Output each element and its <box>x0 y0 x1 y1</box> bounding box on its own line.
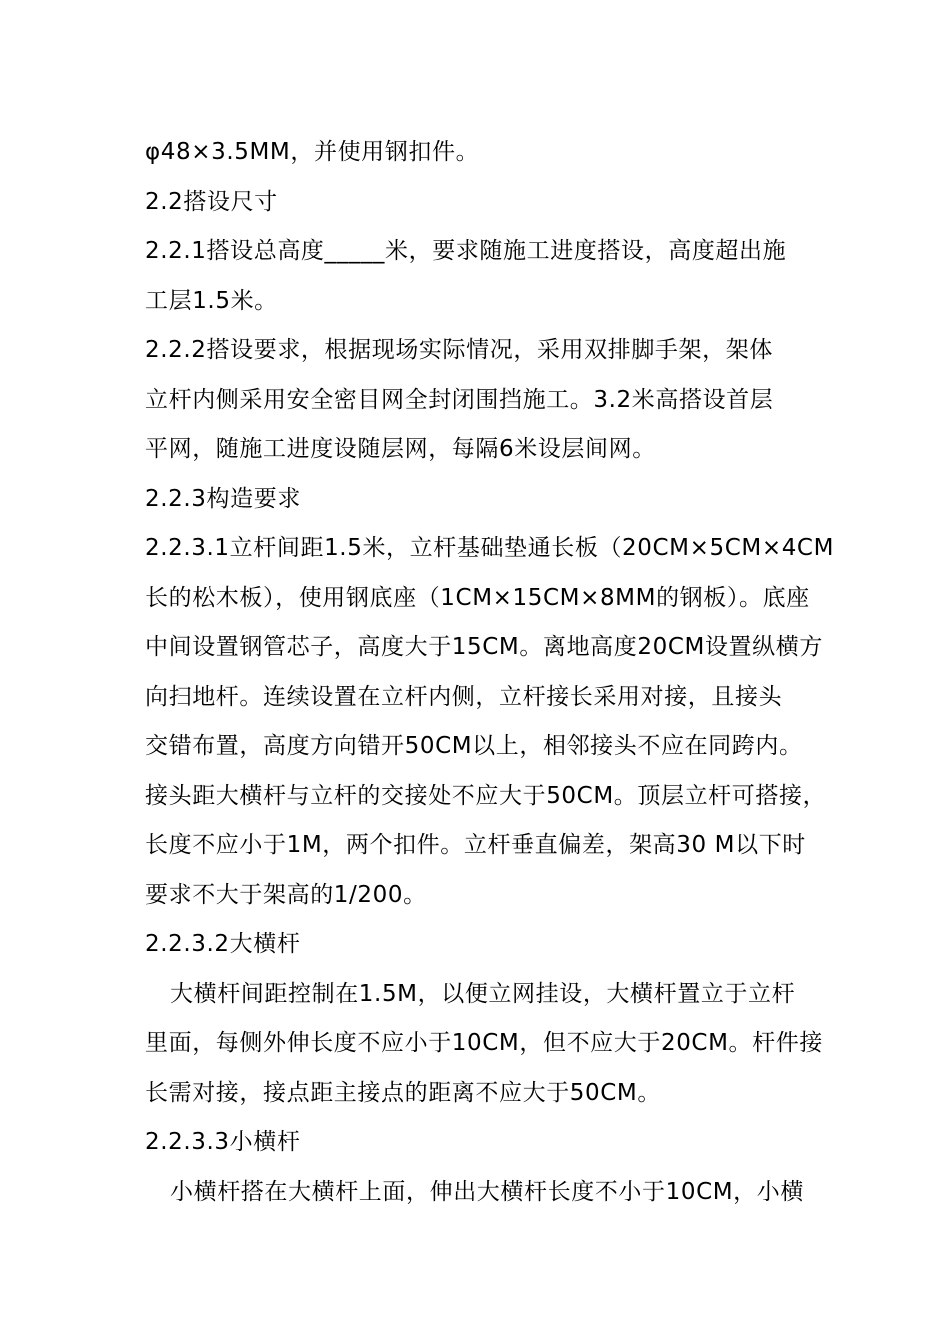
text-line: 中间设置钢管芯子，高度大于15CM。离地高度20CM设置纵横方 <box>145 634 823 660</box>
text-line: 2.2.2搭设要求，根据现场实际情况，采用双排脚手架，架体 <box>145 337 773 363</box>
text-line: 里面，每侧外伸长度不应小于10CM，但不应大于20CM。杆件接 <box>145 1030 823 1056</box>
section-heading: 2.2.3.3小横杆 <box>145 1129 301 1155</box>
document-body <box>145 128 835 1217</box>
text-line: φ48×3.5MM，并使用钢扣件。 <box>145 139 480 165</box>
text-line: 2.2.1搭设总高度_____米，要求随施工进度搭设，高度超出施 <box>145 238 787 264</box>
text-line: 立杆内侧采用安全密目网全封闭围挡施工。3.2米高搭设首层 <box>145 386 774 413</box>
text-line: 接头距大横杆与立杆的交接处不应大于50CM。顶层立杆可搭接， <box>145 782 827 809</box>
text-line: 2.2.3.1立杆间距1.5米，立杆基础垫通长板（20CM×5CM×4CM <box>145 535 835 561</box>
text-line: 平网，随施工进度设随层网，每隔6米设层间网。 <box>145 436 656 462</box>
text-line: 要求不大于架高的1/200。 <box>145 881 427 908</box>
section-heading: 2.2.3.2大横杆 <box>145 931 301 957</box>
text-line: 长的松木板），使用钢底座（1CM×15CM×8MM的钢板）。底座 <box>145 584 810 611</box>
text-line: 工层1.5米。 <box>145 287 278 314</box>
text-line: 大横杆间距控制在1.5M，以便立网挂设，大横杆置立于立杆 <box>170 980 796 1007</box>
section-heading: 2.2.3构造要求 <box>145 485 301 512</box>
text-line: 长度不应小于1M，两个扣件。立杆垂直偏差，架高30 M以下时 <box>145 832 806 858</box>
text-line: 小横杆搭在大横杆上面，伸出大横杆长度不小于10CM，小横 <box>170 1178 804 1205</box>
section-heading: 2.2搭设尺寸 <box>145 188 278 215</box>
text-line: 交错布置，高度方向错开50CM以上，相邻接头不应在同跨内。 <box>145 733 803 759</box>
text-line: 长需对接，接点距主接点的距离不应大于50CM。 <box>145 1079 661 1106</box>
text-line: 向扫地杆。连续设置在立杆内侧，立杆接长采用对接，且接头 <box>145 683 783 710</box>
